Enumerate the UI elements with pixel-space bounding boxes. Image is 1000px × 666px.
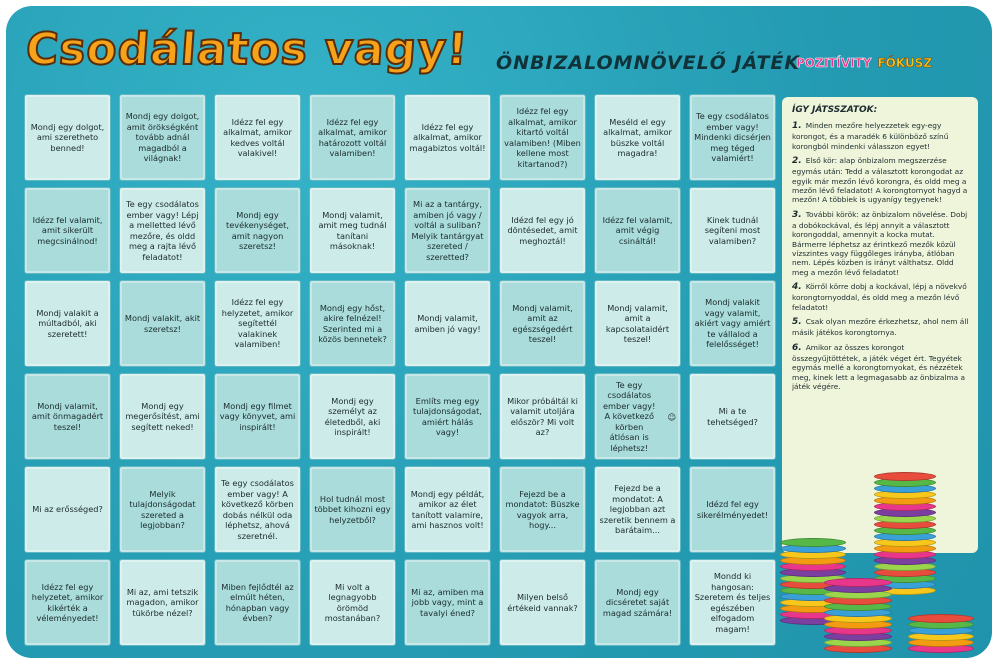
board-field-text: Mondj egy hőst, akire felnézel! Szerinted mi a közös bennetek? (318, 302, 387, 344)
board-field[interactable] (499, 280, 586, 367)
rules-steps (792, 121, 969, 391)
board-field[interactable] (404, 373, 491, 460)
game-chip (780, 538, 846, 547)
rule-step (792, 156, 969, 205)
board-field[interactable] (309, 466, 396, 553)
board-field[interactable] (404, 280, 491, 367)
board-field-text: Mondj egy tevékenységet, amit nagyon szeretsz! (225, 209, 289, 251)
board-field[interactable] (594, 94, 681, 181)
board-field-text: Idézz fel valamit, amit sikerült megcsinálnod! (32, 214, 103, 246)
rule-step (792, 343, 969, 392)
board-field-text: Mondj egy példát, amikor az élet tanított valamire, ami hasznos volt! (410, 488, 485, 530)
board-field-text: Te egy csodálatos ember vagy! Mindenki dicsérjen meg téged valamiért! (694, 111, 771, 164)
rule-step-text: További körök: az önbizalom növelése. Dobj a dobókockával, és lépj annyit a választott korongoddal, amennyit a kocka mutat. Bármerre léphetsz az érintkező mezők közül vízszintes vagy függőleges irányba, átlóban nem. Lépés közben is irányt válthatsz. Oldd meg a mezőn lévő feladatot! (792, 209, 968, 277)
board-field-text: Mondj valakit a múltadból, aki szeretett! (36, 307, 99, 339)
rule-step-number: 3. (792, 209, 802, 220)
board-field-text: Idézz fel egy alkalmat, amikor határozott voltál valamiben! (318, 116, 387, 158)
board-field-text: Idézz fel egy helyzetet, amikor segítettél valakinek valamiben! (221, 297, 294, 350)
board-field[interactable] (404, 94, 491, 181)
board-field[interactable] (594, 559, 681, 646)
board-field[interactable] (214, 280, 301, 367)
board-field-text: Mi az, amiben ma jobb vagy, mint a tavalyi éned? (411, 586, 484, 618)
board-field[interactable] (689, 373, 776, 460)
board-field[interactable] (214, 466, 301, 553)
board-field-text: Mondj valamit, amit az egészségedért teszel! (512, 302, 573, 344)
board-field-text: Említs meg egy tulajdonságodat, amiért hálás vagy! (413, 395, 482, 437)
board-field-text: Mondj valakit, akit szeretsz! (124, 313, 201, 334)
board-field[interactable] (119, 187, 206, 274)
board-field[interactable] (214, 94, 301, 181)
board-field-text: Mondd ki hangosan: Szeretem és teljes egészében elfogadom magam! (694, 571, 771, 634)
board-field-text: Idézz fel valamit, amit végig csináltál! (602, 214, 673, 246)
board-field-text: Hol tudnál most többet kihozni egy helyzetből? (314, 493, 391, 525)
board-field-text: Meséld el egy alkalmat, amikor büszke voltál magadra! (603, 116, 672, 158)
game-board (6, 6, 992, 658)
rule-step-text: Minden mezőre helyezzetek egy-egy korongot, és a maradék 6 különböző színű korongból mindenki válasszon egyet! (792, 121, 949, 151)
board-field-text: Idézz fel egy helyzetet, amikor kikérték a véleményedet! (31, 581, 104, 623)
board-field[interactable] (24, 466, 111, 553)
board-field[interactable] (214, 373, 301, 460)
rule-step-number: 5. (792, 316, 802, 327)
brand-logo-word-2: FÓKUSZ (877, 56, 933, 70)
smiley-icon: ☺ (667, 412, 676, 423)
game-title: Csodálatos vagy! (24, 24, 470, 75)
board-field-text: Mondj egy megerősítést, ami segített neked! (125, 400, 200, 432)
board-field-text: Mondj valamit, amit a kapcsolataidért teszel! (605, 302, 670, 344)
board-field-text: Milyen belső értékeid vannak? (507, 592, 578, 613)
board-field[interactable] (24, 94, 111, 181)
board-field[interactable] (309, 94, 396, 181)
board-field-text: Idézd fel egy sikerélményedet! (696, 499, 769, 520)
board-field[interactable] (499, 187, 586, 274)
board-field[interactable] (499, 466, 586, 553)
board-field[interactable] (24, 280, 111, 367)
board-field-text: Mi volt a legnagyobb örömöd mostanában? (324, 581, 381, 623)
board-field-text: Te egy csodálatos ember vagy! A következő körben átlósan is léphetsz! (603, 379, 656, 453)
board-field-text: Fejezd be a mondatot: Büszke vagyok arra, hogy... (505, 488, 580, 530)
board-field[interactable] (404, 559, 491, 646)
board-field[interactable] (119, 280, 206, 367)
board-field[interactable] (119, 373, 206, 460)
board-field[interactable] (214, 187, 301, 274)
board-field[interactable] (119, 466, 206, 553)
board-field[interactable] (689, 94, 776, 181)
board-field-text: Mi az erősséged? (32, 504, 103, 515)
brand-logo-word-1: POZITÍVITY (796, 56, 872, 70)
board-field[interactable] (309, 559, 396, 646)
game-chip (908, 614, 974, 623)
rule-step-number: 4. (792, 281, 802, 292)
board-field[interactable] (689, 187, 776, 274)
board-field[interactable] (119, 559, 206, 646)
rule-step-number: 1. (792, 121, 802, 131)
board-field[interactable] (594, 187, 681, 274)
board-field[interactable] (499, 373, 586, 460)
board-field-text: Mondj egy személyt az életedből, aki inspirált! (324, 395, 381, 437)
board-field[interactable] (119, 94, 206, 181)
board-field-text: Mondj valamit, amit meg tudnál tanítani másoknak! (318, 209, 387, 251)
board-field-text: Mikor próbáltál ki valamit utoljára először? Mi volt az? (507, 395, 578, 437)
game-chip (824, 578, 892, 587)
board-field[interactable] (309, 187, 396, 274)
chip-stacks-illustration (774, 466, 992, 656)
board-field[interactable] (309, 280, 396, 367)
board-field-text: Mi az a tantárgy, amiben jó vagy / voltál a suliban? Melyik tantárgyat szereted / szeretted? (411, 199, 484, 262)
brand-logo (796, 56, 932, 70)
board-field-text: Idézz fel egy alkalmat, amikor kitartó voltál valamiben! (Miben kellene most kitartanod?) (504, 106, 581, 169)
board-field-text: Mondj egy dolgot, ami szeretheto benned! (30, 121, 105, 153)
board-field[interactable] (499, 559, 586, 646)
board-field-text: Kinek tudnál segíteni most valamiben? (704, 214, 761, 246)
rule-step-text: Csak olyan mezőre érkezhetsz, ahol nem áll másik játékos korongtornya. (792, 316, 969, 338)
task-grid (24, 94, 776, 646)
rule-step-text: Körről körre dobj a kockával, lépj a növekvő korongtornyoddal, és oldd meg a mezőn lévő feladatot! (792, 281, 967, 312)
board-field-text: Melyik tulajdonságodat szereted a legjobban? (129, 488, 196, 530)
rule-step-number: 6. (792, 342, 802, 353)
board-field-text: Idézz fel egy alkalmat, amikor magabiztos voltál! (409, 121, 486, 153)
rules-heading: ÍGY JÁTSSZATOK: (792, 105, 878, 115)
board-field-text: Mondj egy dicséretet saját magad számára! (602, 586, 673, 618)
rule-step (792, 210, 969, 277)
board-field-text: Mi az, ami tetszik magadon, amikor tükörbe nézel? (126, 586, 199, 618)
board-field[interactable] (689, 280, 776, 367)
board-field[interactable] (24, 559, 111, 646)
rule-step (792, 121, 969, 151)
board-field-text: Mondj egy dolgot, amit örökségként tovább adnál magadból a világnak! (125, 111, 200, 164)
board-field-text: Idézd fel egy jó döntésedet, amit meghoztál! (507, 214, 578, 246)
board-field-text: Mondj valakit vagy valamit, akiért vagy amiért te vállalod a felelősséget! (694, 297, 771, 350)
game-chip (874, 472, 936, 481)
board-field[interactable] (214, 559, 301, 646)
board-field-text: Idézz fel egy alkalmat, amikor kedves voltál valakivel! (223, 116, 292, 158)
board-field[interactable] (24, 187, 111, 274)
board-field[interactable] (499, 94, 586, 181)
board-field-text: Mondj valamit, amiben jó vagy! (414, 313, 481, 334)
rule-step (792, 317, 969, 338)
board-field[interactable] (689, 466, 776, 553)
rule-step-number: 2. (792, 155, 802, 166)
board-field-text: Mondj egy filmet vagy könyvet, ami inspirált! (219, 400, 296, 432)
board-field-text: Te egy csodálatos ember vagy! A következő körben dobás nélkül oda léphetsz, ahová szeretnél. (221, 478, 294, 541)
rule-step (792, 282, 969, 312)
board-field[interactable] (24, 373, 111, 460)
board-field[interactable] (404, 187, 491, 274)
board-field-text: Te egy csodálatos ember vagy! Lépj a melletted lévő mezőre, és oldd meg a rajta lévő feladatot! (126, 199, 199, 262)
board-field-text: Fejezd be a mondatot: A legjobban azt szeretik bennem a barátaim... (599, 483, 676, 536)
board-field[interactable] (594, 280, 681, 367)
rule-step-text: Első kör: alap önbizalom megszerzése egymás után: Tedd a választott korongodat az egyik már mezőn lévő korongra, és oldd meg a mezőn lévő feladatot! A korongtornyot hagyd a mezőn! A többiek is ugyanígy tegyenek! (792, 155, 968, 205)
board-field-text: Mondj valamit, amit önmagadért teszel! (31, 400, 104, 432)
board-field[interactable] (689, 559, 776, 646)
board-field[interactable] (594, 373, 681, 460)
board-field[interactable] (404, 466, 491, 553)
board-field-text: Miben fejlődtél az elmúlt héten, hónapban vagy évben? (221, 581, 294, 623)
game-subtitle: ÖNBIZALOMNÖVELŐ JÁTÉK (496, 52, 801, 74)
board-field-text: Mi a te tehetséged? (707, 406, 758, 427)
board-field[interactable] (309, 373, 396, 460)
rule-step-text: Amikor az összes korongot összegyűjtöttétek, a játék véget ért. Tegyétek egymás mellé a korongtornyokat, és nézzétek meg, kinek lett a legmagasabb az önbizalma a játék végére. (792, 342, 966, 391)
board-field[interactable] (594, 466, 681, 553)
